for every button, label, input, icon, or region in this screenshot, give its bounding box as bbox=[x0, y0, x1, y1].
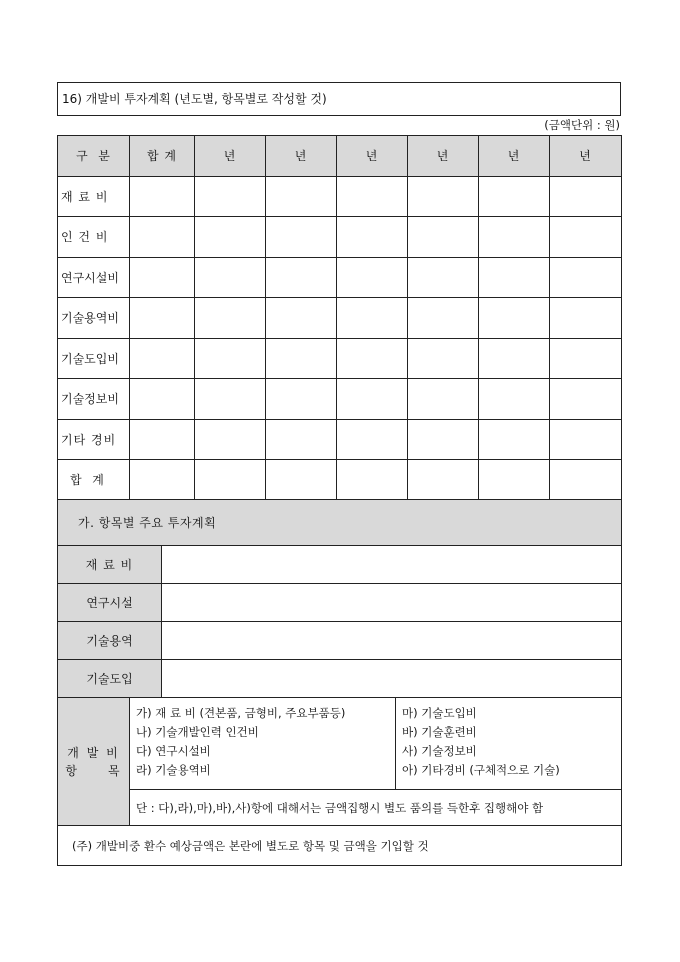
plan-input-cell[interactable] bbox=[162, 584, 622, 622]
amount-cell[interactable] bbox=[550, 217, 622, 258]
row-label: 연구시설비 bbox=[58, 257, 130, 298]
table-row bbox=[58, 298, 622, 339]
amount-cell[interactable] bbox=[479, 257, 550, 298]
list-item: 다) 연구시설비 bbox=[136, 744, 211, 758]
plan-input-cell[interactable] bbox=[162, 546, 622, 584]
amount-cell[interactable] bbox=[130, 419, 195, 460]
amount-cell[interactable] bbox=[550, 257, 622, 298]
list-item: 바) 기술훈련비 bbox=[402, 725, 477, 739]
amount-cell[interactable] bbox=[130, 338, 195, 379]
amount-cell[interactable] bbox=[550, 338, 622, 379]
col-header: 년 bbox=[266, 136, 337, 177]
dev-items-label bbox=[58, 698, 130, 826]
amount-cell[interactable] bbox=[195, 419, 266, 460]
amount-cell[interactable] bbox=[479, 176, 550, 217]
amount-cell[interactable] bbox=[266, 379, 337, 420]
amount-cell[interactable] bbox=[337, 257, 408, 298]
amount-cell[interactable] bbox=[337, 460, 408, 501]
list-item: 아) 기타경비 (구체적으로 기술) bbox=[402, 763, 560, 777]
row-label: 기술용역비 bbox=[58, 298, 130, 339]
amount-cell[interactable] bbox=[130, 257, 195, 298]
section-header-row bbox=[58, 500, 622, 546]
amount-cell[interactable] bbox=[337, 338, 408, 379]
plan-row bbox=[58, 584, 622, 622]
col-header: 구 분 bbox=[58, 136, 130, 177]
amount-cell[interactable] bbox=[550, 379, 622, 420]
amount-cell[interactable] bbox=[195, 379, 266, 420]
condition-row bbox=[58, 790, 622, 826]
plan-row-label: 연구시설 bbox=[58, 584, 162, 622]
amount-cell[interactable] bbox=[408, 419, 479, 460]
amount-cell[interactable] bbox=[130, 460, 195, 501]
amount-cell[interactable] bbox=[266, 217, 337, 258]
col-header: 합 계 bbox=[130, 136, 195, 177]
investment-plan-table bbox=[57, 499, 622, 866]
col-header: 년 bbox=[195, 136, 266, 177]
budget-header-row bbox=[58, 136, 622, 177]
plan-row bbox=[58, 622, 622, 660]
amount-cell[interactable] bbox=[266, 460, 337, 501]
amount-cell[interactable] bbox=[337, 379, 408, 420]
row-label: 인 건 비 bbox=[58, 217, 130, 258]
dev-items-row bbox=[58, 698, 622, 790]
amount-cell[interactable] bbox=[550, 176, 622, 217]
amount-cell[interactable] bbox=[195, 460, 266, 501]
table-row bbox=[58, 419, 622, 460]
footer-note: (주) 개발비중 환수 예상금액은 본란에 별도로 항목 및 금액을 기입할 것 bbox=[58, 826, 622, 866]
amount-cell[interactable] bbox=[195, 257, 266, 298]
condition-note: 단 : 다),라),마),바),사)항에 대해서는 금액집행시 별도 품의를 득한후 집행해야 함 bbox=[130, 790, 622, 826]
section-title: 가. 항목별 주요 투자계획 bbox=[58, 500, 622, 546]
amount-cell[interactable] bbox=[337, 176, 408, 217]
amount-cell[interactable] bbox=[195, 298, 266, 339]
amount-cell[interactable] bbox=[479, 379, 550, 420]
plan-row-label: 기술도입 bbox=[58, 660, 162, 698]
plan-row bbox=[58, 546, 622, 584]
row-label: 기술도입비 bbox=[58, 338, 130, 379]
plan-row-label: 기술용역 bbox=[58, 622, 162, 660]
amount-cell[interactable] bbox=[408, 298, 479, 339]
footer-row bbox=[58, 826, 622, 866]
dev-label-line: 개 발 비 bbox=[67, 745, 120, 760]
dev-items-left bbox=[130, 698, 396, 790]
amount-unit-note: (금액단위 : 원) bbox=[544, 118, 620, 132]
table-row bbox=[58, 217, 622, 258]
amount-cell[interactable] bbox=[550, 298, 622, 339]
amount-cell[interactable] bbox=[195, 176, 266, 217]
amount-cell[interactable] bbox=[550, 460, 622, 501]
amount-cell[interactable] bbox=[130, 176, 195, 217]
amount-cell[interactable] bbox=[408, 176, 479, 217]
plan-input-cell[interactable] bbox=[162, 660, 622, 698]
amount-cell[interactable] bbox=[479, 298, 550, 339]
amount-cell[interactable] bbox=[550, 419, 622, 460]
amount-cell[interactable] bbox=[130, 298, 195, 339]
amount-cell[interactable] bbox=[266, 298, 337, 339]
list-item: 사) 기술정보비 bbox=[402, 744, 477, 758]
amount-cell[interactable] bbox=[337, 217, 408, 258]
amount-cell[interactable] bbox=[408, 338, 479, 379]
col-header: 년 bbox=[479, 136, 550, 177]
table-row bbox=[58, 338, 622, 379]
table-row bbox=[58, 379, 622, 420]
row-label: 기술정보비 bbox=[58, 379, 130, 420]
plan-row bbox=[58, 660, 622, 698]
amount-cell[interactable] bbox=[408, 257, 479, 298]
amount-cell[interactable] bbox=[479, 217, 550, 258]
list-item: 나) 기술개발인력 인건비 bbox=[136, 725, 259, 739]
table-row bbox=[58, 257, 622, 298]
col-header: 년 bbox=[337, 136, 408, 177]
amount-cell[interactable] bbox=[266, 338, 337, 379]
list-item: 라) 기술용역비 bbox=[136, 763, 211, 777]
row-label: 재 료 비 bbox=[58, 176, 130, 217]
plan-row-label: 재 료 비 bbox=[58, 546, 162, 584]
form-title: 16) 개발비 투자계획 (년도별, 항목별로 작성할 것) bbox=[57, 82, 621, 116]
amount-cell[interactable] bbox=[408, 217, 479, 258]
amount-cell[interactable] bbox=[479, 338, 550, 379]
amount-cell[interactable] bbox=[408, 460, 479, 501]
amount-cell[interactable] bbox=[479, 419, 550, 460]
budget-table bbox=[57, 135, 622, 501]
list-item: 마) 기술도입비 bbox=[402, 706, 477, 720]
amount-cell[interactable] bbox=[130, 379, 195, 420]
plan-input-cell[interactable] bbox=[162, 622, 622, 660]
amount-cell[interactable] bbox=[195, 338, 266, 379]
total-row bbox=[58, 460, 622, 501]
dev-items-right bbox=[396, 698, 622, 790]
col-header: 년 bbox=[408, 136, 479, 177]
table-row bbox=[58, 176, 622, 217]
amount-cell[interactable] bbox=[195, 217, 266, 258]
amount-cell[interactable] bbox=[266, 419, 337, 460]
amount-cell[interactable] bbox=[337, 419, 408, 460]
amount-cell[interactable] bbox=[266, 176, 337, 217]
amount-cell[interactable] bbox=[130, 217, 195, 258]
amount-cell[interactable] bbox=[408, 379, 479, 420]
amount-cell[interactable] bbox=[337, 298, 408, 339]
row-label: 합 계 bbox=[58, 460, 130, 501]
list-item: 가) 재 료 비 (견본품, 금형비, 주요부품등) bbox=[136, 706, 346, 720]
amount-cell[interactable] bbox=[266, 257, 337, 298]
col-header: 년 bbox=[550, 136, 622, 177]
amount-cell[interactable] bbox=[479, 460, 550, 501]
dev-label-line: 항 목 bbox=[65, 763, 122, 778]
row-label: 기타 경비 bbox=[58, 419, 130, 460]
